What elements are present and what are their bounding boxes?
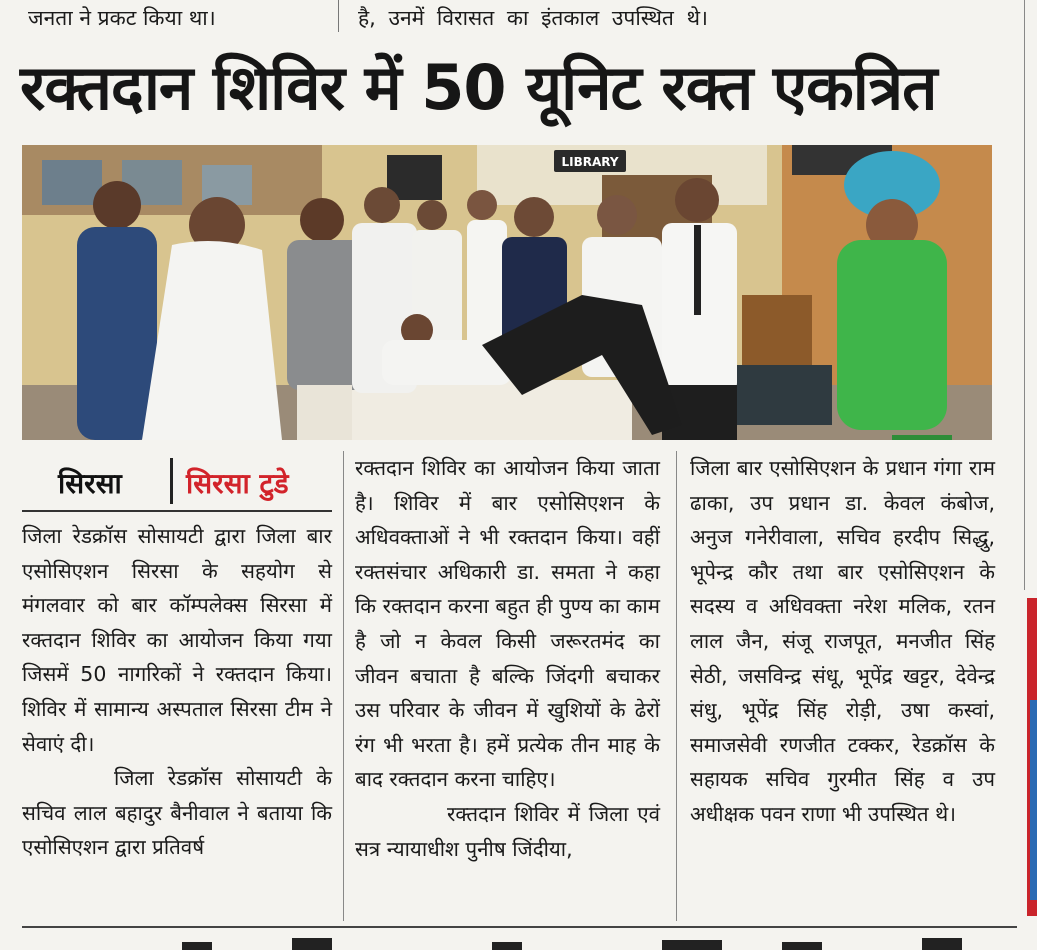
byline [22,452,332,512]
column-divider [343,451,344,921]
news-photo [22,145,992,440]
byline-separator [170,458,173,504]
headline: रक्तदान शिविर में 50 यूनिट रक्त एकत्रित [20,51,937,124]
article-paragraph: रक्तदान शिविर में जिला एवं सत्र न्यायाधीश पुनीष जिंदीया, [355,801,660,861]
previous-article-strip [0,0,1012,34]
byline-underline [22,510,332,512]
byline-brand: सिरसा टुडे [186,467,289,500]
adjacent-page-edge [1024,0,1037,590]
article-paragraph: रक्तदान शिविर का आयोजन किया जाता है। शिविर में बार एसोसिएशन के अधिवक्ताओं ने भी रक्तदान किया। वहीं रक्तसंचार अधिकारी डा. समता ने कहा कि रक्तदान करना बहुत ही पुण्य का काम है जो न केवल किसी जरूरतमंद का जीवन बचाता है बल्कि जिंदगी बचाकर उस परिवार के जीवन में खुशियों के ढेरों रंग भी भरता है। हमें प्रत्येक तीन माह के बाद रक्तदान करना चाहिए। [355,456,660,792]
article-paragraph: जिला बार एसोसिएशन के प्रधान गंगा राम ढाका, उप प्रधान डा. केवल कंबोज, अनुज गनेरीवाला, सचिव हरदीप सिद्धु, भूपेन्द्र कौर तथा बार एसोसिएशन के सदस्य व अधिवक्ता नरेश मलिक, रतन लाल जैन, संजू राजपूत, मनजीत सिंह सेठी, जसविन्द्र संधू, भूपेंद्र खट्टर, देवेन्द्र संधु, भूपेंद्र सिंह रोड़ी, उषा कस्वां, समाजसेवी रणजीत टक्कर, रेडक्रॉस के सहायक सचिव गुरमीत सिंह व उप अधीक्षक पवन राणा भी उपस्थित थे। [690,456,995,826]
column-divider [338,0,339,32]
article-column-1 [22,519,332,865]
article-column-3 [690,451,995,832]
byline-city: सिरसा [58,467,122,500]
column-divider [676,451,677,921]
article-paragraph: जिला रेडक्रॉस सोसायटी के सचिव लाल बहादुर बैनीवाल ने बताया कि एसोसिएशन द्वारा प्रतिवर्ष [22,766,332,860]
previous-text-left: जनता ने प्रकट किया था। [28,6,216,30]
bottom-rule [22,926,1017,928]
next-headline-fragment [22,936,1012,950]
previous-text-right: है, उनमें विरासत का इंतकाल उपस्थित थे। [358,6,708,30]
blood-donation-photo [22,145,992,440]
article-paragraph: जिला रेडक्रॉस सोसायटी द्वारा जिला बार एसोसिएशन सिरसा के सहयोग से मंगलवार को बार कॉम्पलेक्स सिरसा में रक्तदान शिविर का आयोजन किया गया जिसमें 50 नागरिकों ने रक्तदान किया। शिविर में सामान्य अस्पताल सिरसा टीम ने सेवाएं दी। [22,524,332,756]
adjacent-ad-inner [1030,700,1037,900]
library-sign-text: LIBRARY [561,155,619,169]
article-column-2 [355,451,660,866]
